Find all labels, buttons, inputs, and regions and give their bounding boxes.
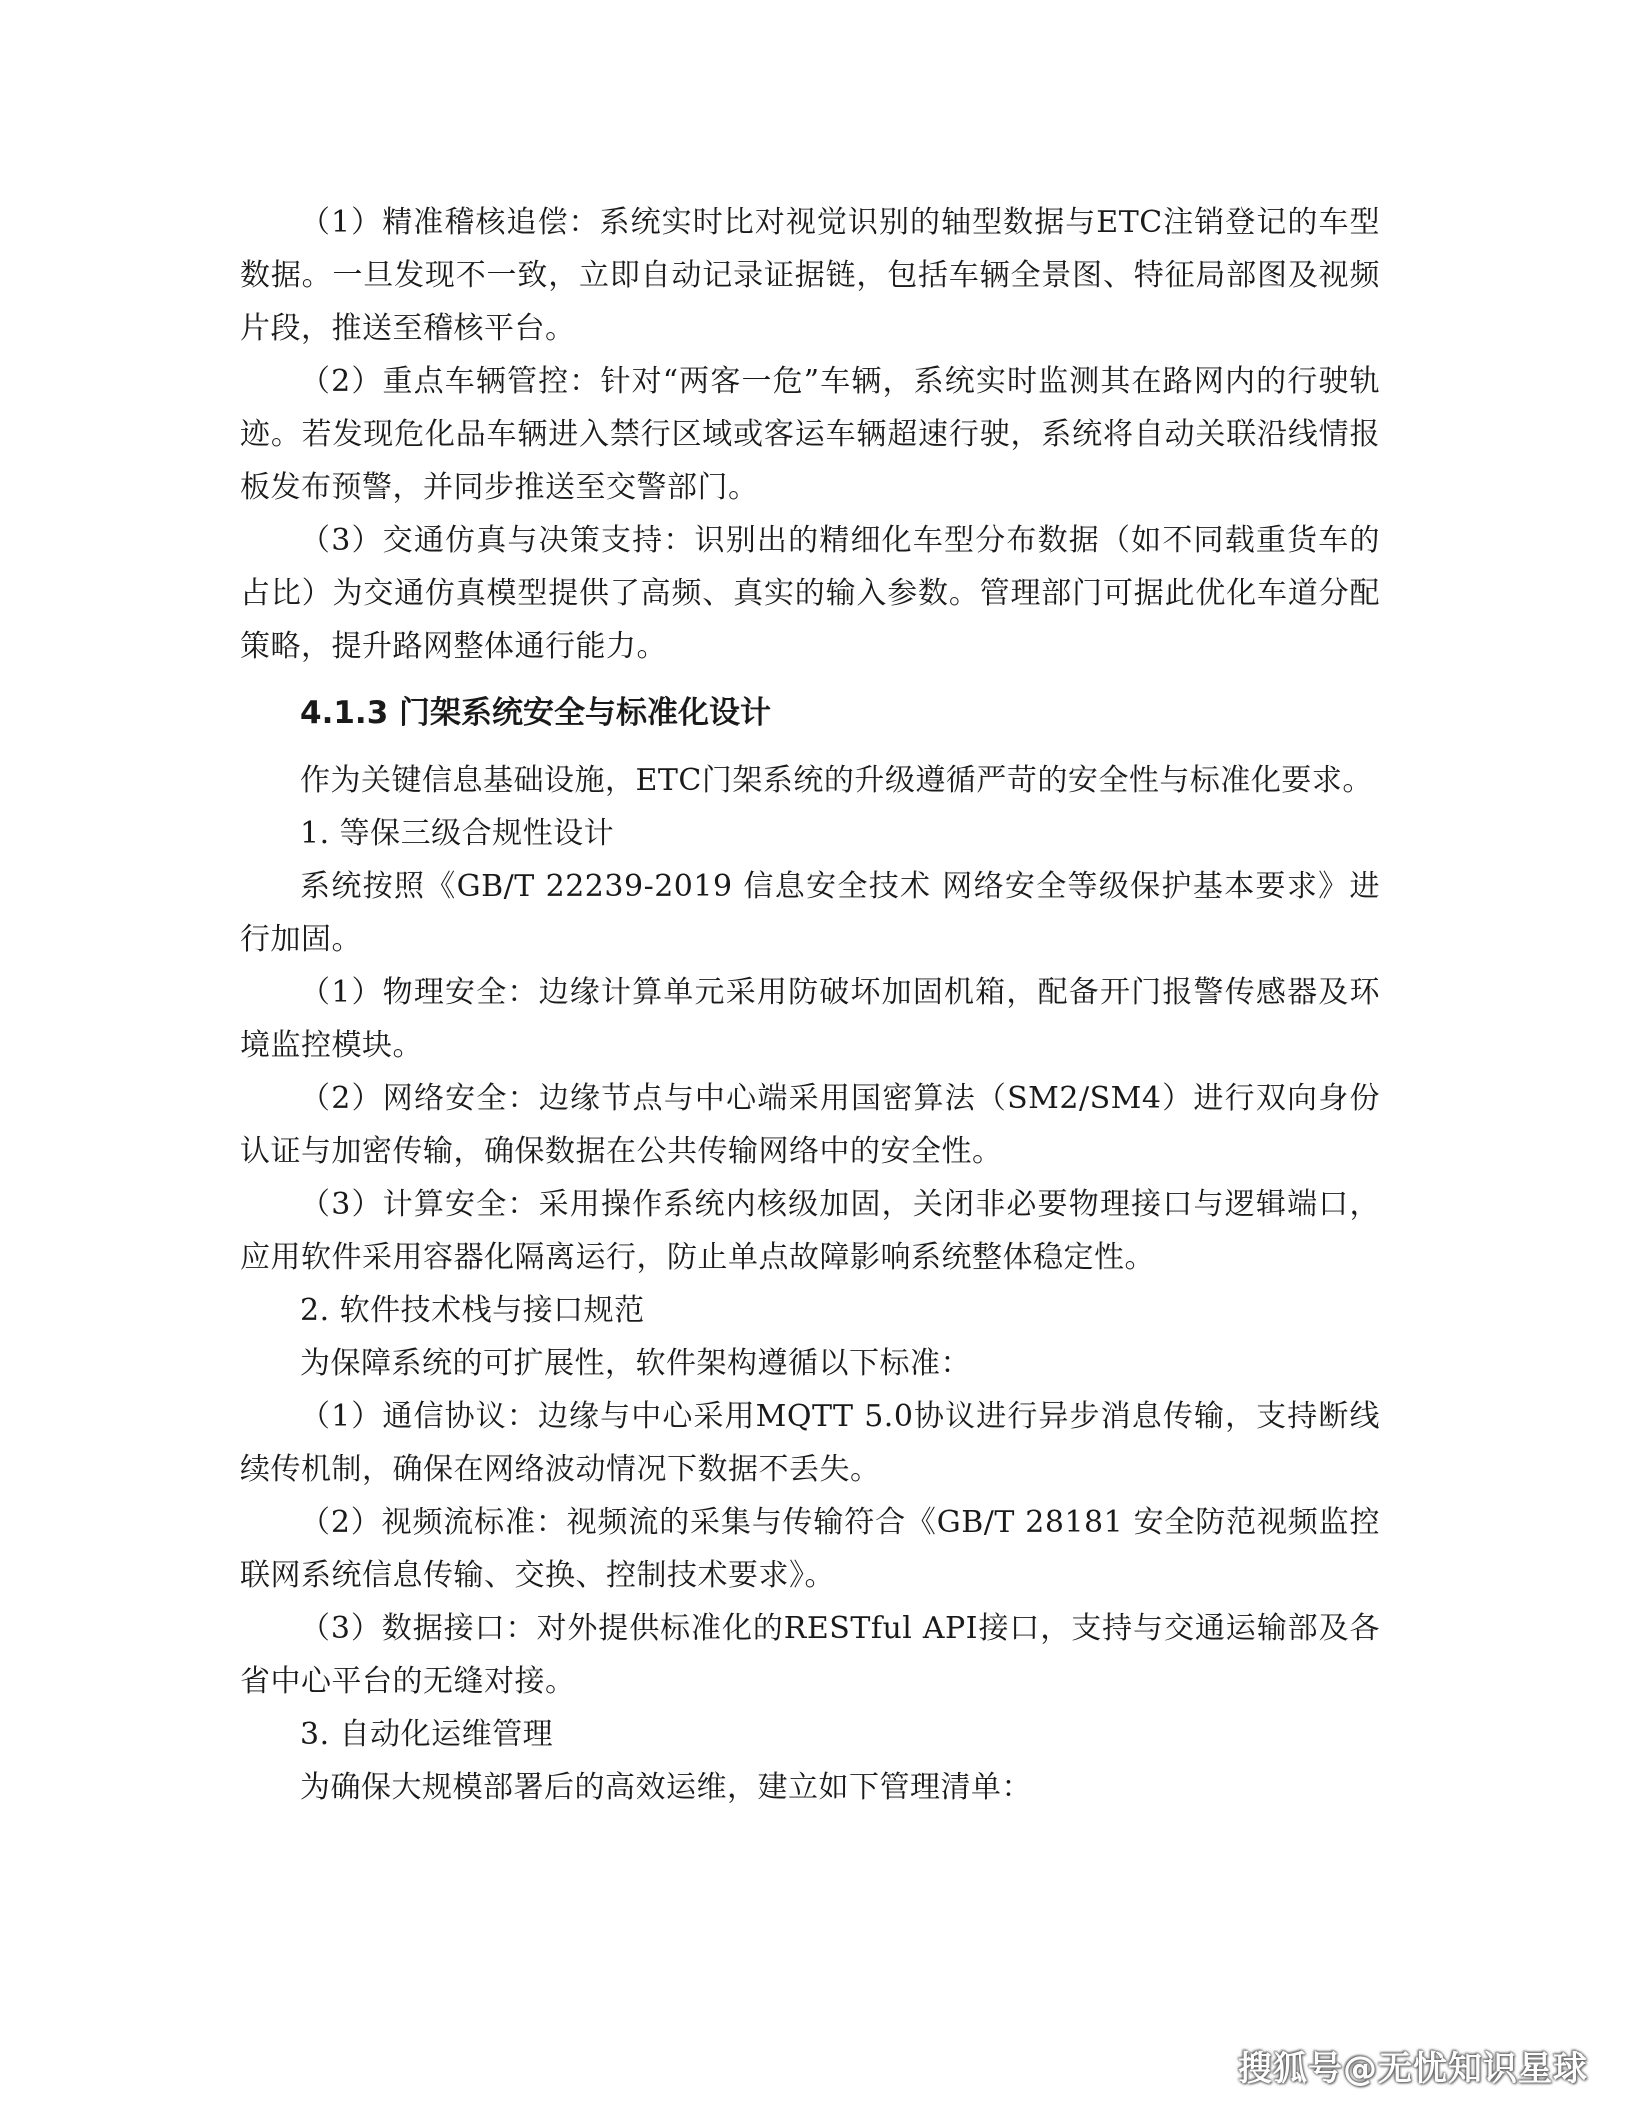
subheading-software-stack: 2. 软件技术栈与接口规范 bbox=[300, 1293, 645, 1328]
paragraph-compliance-standard: 系统按照《GB/T 22239-2019 信息安全技术 网络安全等级保护基本要求》进行加固。 bbox=[240, 869, 1380, 957]
paragraph-key-vehicle-control: （2）重点车辆管控：针对“两客一危”车辆，系统实时监测其在路网内的行驶轨迹。若发现危化品车辆进入禁行区域或客运车辆超速行驶，系统将自动关联沿线情报板发布预警，并同步推送至交警部门。 bbox=[240, 364, 1380, 505]
paragraph-physical-security: （1）物理安全：边缘计算单元采用防破坏加固机箱，配备开门报警传感器及环境监控模块。 bbox=[240, 975, 1380, 1063]
subheading-ops: 3. 自动化运维管理 bbox=[300, 1717, 554, 1752]
paragraph-software-intro: 为保障系统的可扩展性，软件架构遵循以下标准： bbox=[300, 1346, 971, 1381]
section-heading: 4.1.3 门架系统安全与标准化设计 bbox=[300, 695, 772, 731]
paragraph-compute-security: （3）计算安全：采用操作系统内核级加固，关闭非必要物理接口与逻辑端口，应用软件采用容器化隔离运行，防止单点故障影响系统整体稳定性。 bbox=[240, 1187, 1380, 1275]
paragraph-network-security: （2）网络安全：边缘节点与中心端采用国密算法（SM2/SM4）进行双向身份认证与加密传输，确保数据在公共传输网络中的安全性。 bbox=[240, 1081, 1380, 1169]
subheading-compliance: 1. 等保三级合规性设计 bbox=[300, 816, 615, 851]
paragraph-protocol: （1）通信协议：边缘与中心采用MQTT 5.0协议进行异步消息传输，支持断线续传机制，确保在网络波动情况下数据不丢失。 bbox=[240, 1399, 1380, 1487]
paragraph-video-stream: （2）视频流标准：视频流的采集与传输符合《GB/T 28181 安全防范视频监控联网系统信息传输、交换、控制技术要求》。 bbox=[240, 1505, 1380, 1593]
watermark: 搜狐号@无忧知识星球 bbox=[1238, 2049, 1588, 2089]
paragraph-ops-intro: 为确保大规模部署后的高效运维，建立如下管理清单： bbox=[300, 1770, 1032, 1805]
paragraph-audit-recovery: （1）精准稽核追偿：系统实时比对视觉识别的轴型数据与ETC注销登记的车型数据。一旦发现不一致，立即自动记录证据链，包括车辆全景图、特征局部图及视频片段，推送至稽核平台。 bbox=[240, 205, 1380, 346]
paragraph-data-interface: （3）数据接口：对外提供标准化的RESTful API接口，支持与交通运输部及各省中心平台的无缝对接。 bbox=[240, 1611, 1380, 1699]
paragraph-traffic-simulation: （3）交通仿真与决策支持：识别出的精细化车型分布数据（如不同载重货车的占比）为交通仿真模型提供了高频、真实的输入参数。管理部门可据此优化车道分配策略，提升路网整体通行能力。 bbox=[240, 523, 1380, 664]
paragraph-intro: 作为关键信息基础设施，ETC门架系统的升级遵循严苛的安全性与标准化要求。 bbox=[300, 763, 1373, 798]
document-body bbox=[240, 196, 1380, 1814]
